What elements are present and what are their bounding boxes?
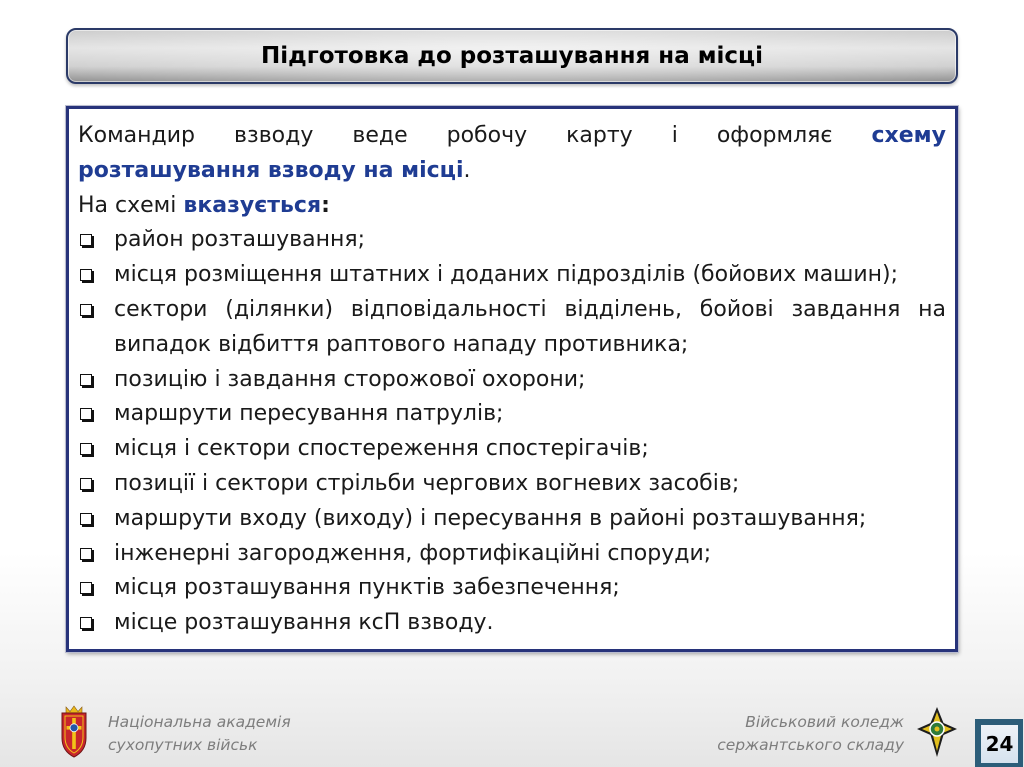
list-item xyxy=(78,258,946,293)
checkbox-bullet-icon xyxy=(80,513,92,525)
intro-line xyxy=(78,154,946,189)
intro-paragraph xyxy=(78,119,946,223)
list-item xyxy=(78,223,946,258)
footer-right-line: сержантського складу xyxy=(717,736,904,754)
list-item-line: місця розташування пунктів забезпечення; xyxy=(114,575,620,601)
list-item xyxy=(78,502,946,537)
list-item xyxy=(78,363,946,398)
academy-coat-of-arms-icon xyxy=(54,705,94,759)
list-item-text xyxy=(114,293,946,363)
checkbox-bullet-icon xyxy=(80,478,92,490)
list-item-text xyxy=(114,258,946,293)
list-item-line: випадок відбиття раптового нападу противника; xyxy=(114,331,689,357)
list-item xyxy=(78,606,946,641)
list-item-line: місце розташування ксП взводу. xyxy=(114,610,494,636)
intro-colon: : xyxy=(321,192,330,218)
footer-left-caption xyxy=(108,711,291,757)
page-number-badge xyxy=(975,719,1023,767)
slide-title: Підготовка до розташування на місці xyxy=(261,43,763,69)
list-item-text xyxy=(114,537,946,572)
list-item xyxy=(78,397,946,432)
slide-title-banner xyxy=(66,28,958,84)
checkbox-bullet-icon xyxy=(80,443,92,455)
intro-text: . xyxy=(463,157,471,183)
content-box xyxy=(66,106,958,652)
list-item xyxy=(78,571,946,606)
footer-right-line: Військовий коледж xyxy=(745,713,904,731)
intro-text: Командир взводу веде робочу карту і оформляє xyxy=(78,123,833,148)
checkbox-bullet-icon xyxy=(80,269,92,281)
list-item xyxy=(78,432,946,467)
list-item-text xyxy=(114,467,946,502)
list-item-line: позицію і завдання сторожової охорони; xyxy=(114,366,586,392)
list-item-line: позиції і сектори стрільби чергових вогневих засобів; xyxy=(114,470,740,496)
list-item-line: сектори (ділянки) відповідальності відділень, бойові завдання на xyxy=(114,296,946,322)
checkbox-bullet-icon xyxy=(80,234,92,246)
page-number: 24 xyxy=(981,725,1018,763)
checkbox-bullet-icon xyxy=(80,617,92,629)
intro-line xyxy=(78,189,946,224)
list-item xyxy=(78,537,946,572)
intro-line xyxy=(78,119,946,154)
list-item-text xyxy=(114,502,946,537)
intro-emphasis: схему xyxy=(871,123,946,148)
list-item-line: маршрути пересування патрулів; xyxy=(114,401,504,427)
checkbox-bullet-icon xyxy=(80,408,92,420)
list-item-line: інженерні загородження, фортифікаційні споруди; xyxy=(114,540,712,566)
checkbox-bullet-icon xyxy=(80,548,92,560)
list-item-text xyxy=(114,606,946,641)
list-item-text xyxy=(114,571,946,606)
list-item-text xyxy=(114,432,946,467)
sergeant-college-emblem-icon xyxy=(916,705,958,759)
checkbox-bullet-icon xyxy=(80,374,92,386)
checkbox-bullet-icon xyxy=(80,582,92,594)
checkbox-bullet-icon xyxy=(80,304,92,316)
list-item-line: місця і сектори спостереження спостерігачів; xyxy=(114,436,649,462)
intro-text: На схемі xyxy=(78,192,177,218)
bullet-list xyxy=(78,223,946,641)
list-item-text xyxy=(114,397,946,432)
intro-emphasis: вказується xyxy=(183,192,322,218)
list-item-line: район розташування; xyxy=(114,227,366,253)
list-item xyxy=(78,467,946,502)
footer-right-caption xyxy=(717,711,904,757)
intro-emphasis: розташування взводу на місці xyxy=(78,157,464,183)
list-item xyxy=(78,293,946,363)
footer-left-line: Національна академія xyxy=(108,713,291,731)
list-item-text xyxy=(114,223,946,258)
list-item-line: місця розміщення штатних і доданих підрозділів (бойових машин); xyxy=(114,262,899,288)
list-item-text xyxy=(114,363,946,398)
footer-left-line: сухопутних військ xyxy=(108,736,258,754)
list-item-line: маршрути входу (виходу) і пересування в районі розташування; xyxy=(114,505,867,531)
